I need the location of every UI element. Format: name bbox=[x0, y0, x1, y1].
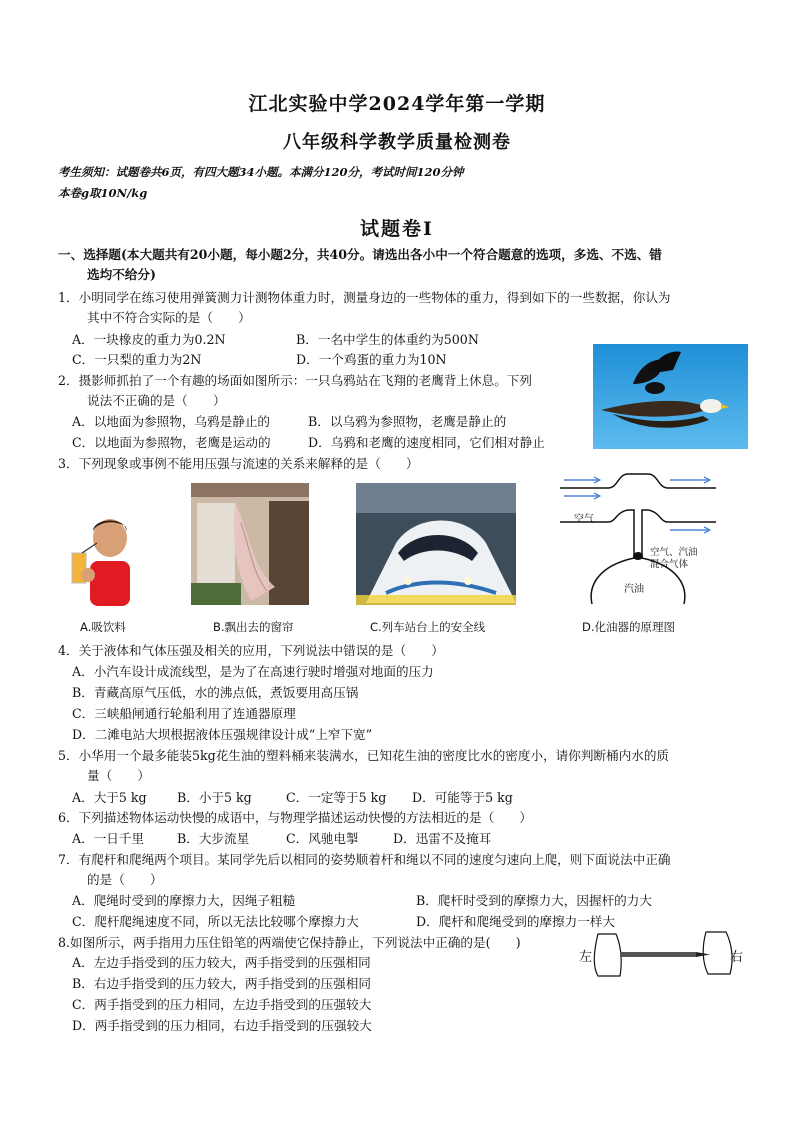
q7-option-b: B．爬杆时受到的摩擦力大，因握杆的力大 bbox=[416, 893, 652, 908]
q3-stem: 3．下列现象或事例不能用压强与流速的关系来解释的是（ ） bbox=[58, 456, 419, 471]
exam-notice: 考生须知：试题卷共6页，有四大题34小题。本满分120分，考试时间120分钟 bbox=[58, 165, 464, 179]
exam-title: 江北实验中学2024学年第一学期 bbox=[248, 93, 546, 115]
q5-option-b: B．小于5 kg bbox=[177, 790, 252, 805]
figure-a-caption: A.吸饮料 bbox=[80, 620, 126, 634]
q4-option-a: A．小汽车设计成流线型，是为了在高速行驶时增强对地面的压力 bbox=[72, 664, 434, 679]
q5-option-a: A．大于5 kg bbox=[72, 790, 147, 805]
label-mix-1: 空气、汽油 bbox=[650, 547, 698, 558]
q8-stem: 8.如图所示，两手指用力压住铅笔的两端使它保持静止，下列说法中正确的是( ) bbox=[58, 935, 521, 950]
figure-c-caption: C.列车站台上的安全线 bbox=[370, 620, 486, 634]
q2-stem: 2．摄影师抓拍了一个有趣的场面如图所示：一只乌鸦站在飞翔的老鹰背上休息。下列 bbox=[58, 373, 532, 388]
label-air: 空气 bbox=[574, 514, 594, 525]
q5-option-d: D．可能等于5 kg bbox=[412, 790, 513, 805]
q2-stem-cont: 说法不正确的是（ ） bbox=[87, 393, 226, 408]
q4-option-b: B．青藏高原气压低，水的沸点低，煮饭要用高压锅 bbox=[72, 685, 359, 700]
q6-option-c: C．风驰电掣 bbox=[286, 831, 359, 846]
q8-option-c: C．两手指受到的压力相同，左边手指受到的压强较大 bbox=[72, 997, 372, 1012]
q6-option-d: D．迅雷不及掩耳 bbox=[393, 831, 492, 846]
figure-a-drinking bbox=[64, 513, 136, 606]
figure-b-caption: B.飘出去的窗帘 bbox=[213, 620, 294, 634]
q1-option-b: B．一名中学生的体重约为500N bbox=[296, 332, 479, 347]
q5-option-c: C．一定等于5 kg bbox=[286, 790, 387, 805]
q7-option-c: C．爬杆爬绳速度不同，所以无法比较哪个摩擦力大 bbox=[72, 914, 359, 929]
pencil-fingers-figure bbox=[576, 930, 748, 978]
exam-subtitle: 八年级科学教学质量检测卷 bbox=[283, 132, 511, 153]
q4-option-d: D．二滩电站大坝根据液体压强规律设计成“上窄下宽” bbox=[72, 727, 373, 742]
section-title: 试题卷Ⅰ bbox=[360, 218, 434, 240]
q7-stem: 7．有爬杆和爬绳两个项目。某同学先后以相同的姿势顺着杆和绳以不同的速度匀速向上爬，则下面说法中正确 bbox=[58, 852, 671, 867]
part1-instructions-cont: 选均不给分) bbox=[87, 267, 156, 282]
label-mix-2: 混合气体 bbox=[650, 559, 689, 570]
q2-option-a: A．以地面为参照物，乌鸦是静止的 bbox=[72, 414, 271, 429]
q1-option-d: D．一个鸡蛋的重力为10N bbox=[296, 352, 447, 367]
q1-stem-cont: 其中不符合实际的是（ ） bbox=[87, 310, 251, 325]
eagle-crow-photo bbox=[593, 344, 748, 449]
q7-option-d: D．爬杆和爬绳受到的摩擦力一样大 bbox=[416, 914, 616, 929]
q8-option-b: B．右边手指受到的压力较大，两手指受到的压强相同 bbox=[72, 976, 371, 991]
q7-option-a: A．爬绳时受到的摩擦力大，因绳子粗糙 bbox=[72, 893, 296, 908]
gravity-note: 本卷g取10N/kg bbox=[58, 186, 148, 200]
q4-stem: 4．关于液体和气体压强及相关的应用，下列说法中错误的是（ ） bbox=[58, 643, 444, 658]
q6-option-b: B．大步流星 bbox=[177, 831, 250, 846]
q8-option-d: D．两手指受到的压力相同，右边手指受到的压强较大 bbox=[72, 1018, 372, 1033]
q7-stem-cont: 的是（ ） bbox=[87, 872, 163, 887]
part1-instructions: 一、选择题(本大题共有20小题，每小题2分，共40分。请选出各小中一个符合题意的选项，多选、不选、错 bbox=[58, 247, 662, 262]
q6-option-a: A．一日千里 bbox=[72, 831, 145, 846]
figure-b-curtain bbox=[191, 483, 309, 605]
q5-stem: 5．小华用一个最多能装5kg花生油的塑料桶来装满水，已知花生油的密度比水的密度小，请你判断桶内水的质 bbox=[58, 748, 670, 763]
q1-option-c: C．一只梨的重力为2N bbox=[72, 352, 202, 367]
q2-option-d: D．乌鸦和老鹰的速度相同，它们相对静止 bbox=[308, 435, 545, 450]
figure-d-carburetor bbox=[558, 466, 718, 606]
label-right: 右 bbox=[730, 950, 744, 965]
q1-option-a: A．一块橡皮的重力为0.2N bbox=[72, 332, 226, 347]
figure-c-train bbox=[356, 483, 516, 605]
q2-option-b: B．以乌鸦为参照物，老鹰是静止的 bbox=[308, 414, 507, 429]
q5-stem-cont: 量（ ） bbox=[87, 768, 150, 783]
q2-option-c: C．以地面为参照物，老鹰是运动的 bbox=[72, 435, 271, 450]
figure-d-caption: D.化油器的原理图 bbox=[582, 620, 676, 634]
label-left: 左 bbox=[579, 950, 593, 965]
q8-option-a: A．左边手指受到的压力较大，两手指受到的压强相同 bbox=[72, 955, 371, 970]
q1-stem: 1．小明同学在练习使用弹簧测力计测物体重力时，测量身边的一些物体的重力，得到如下的一些数据，你认为 bbox=[58, 290, 671, 305]
label-fuel: 汽油 bbox=[624, 584, 644, 595]
q6-stem: 6．下列描述物体运动快慢的成语中，与物理学描述运动快慢的方法相近的是（ ） bbox=[58, 810, 532, 825]
q4-option-c: C．三峡船闸通行轮船利用了连通器原理 bbox=[72, 706, 296, 721]
